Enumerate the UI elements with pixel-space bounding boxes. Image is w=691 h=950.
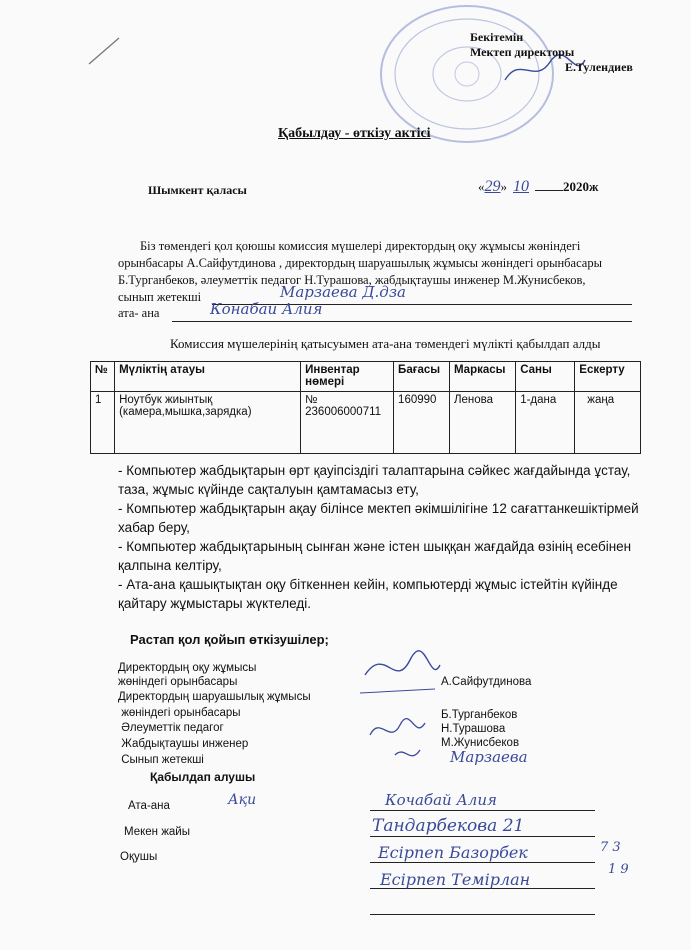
table-header-row <box>91 362 641 392</box>
assets-table <box>90 361 641 454</box>
signer-name: А.Сайфутдинова <box>441 676 532 688</box>
signer-name: М.Жунисбеков <box>441 737 520 749</box>
signer-role: Директордың шаруашылық жұмысы <box>118 691 311 703</box>
col-asset-name: Мүліктің атауы <box>115 362 301 392</box>
cell-asset-name: Ноутбук жиынтық (камера,мышка,зарядка) <box>115 392 301 454</box>
approval-line-2: Мектеп директоры <box>470 45 575 59</box>
col-price: Бағасы <box>394 362 450 392</box>
cell-quantity: 1-дана <box>516 392 575 454</box>
class-teacher-signature: Марзаева <box>450 748 528 766</box>
date-day: 29 <box>484 178 501 195</box>
receiver-student1-value: Есірпеп Базорбек <box>378 843 528 862</box>
date-close-quote: » <box>500 179 507 194</box>
parent-value: Конабаи Алия <box>210 300 323 318</box>
receiver-parent-label: Ата-ана <box>128 800 170 812</box>
date-open-quote: « <box>478 179 485 194</box>
approval-line-1: Бекітемін <box>470 30 524 44</box>
city-label: Шымкент қаласы <box>148 183 247 197</box>
receiver-student2-grade: 1 9 <box>608 862 629 877</box>
intro-paragraph: Біз төмендегі қол қоюшы комиссия мүшелері директордың оқу жұмысы жөніндегі орынбасары А.Сайфутдинова , директордың шаруашылық жұмысы жөніндегі орынбасары Б.Турганбеков, әлеуметтік педагог Н.Турашова, жабдықтаушы инженер М.Жунисбеков, <box>118 239 602 287</box>
cell-inventory-number: № 236006000711 <box>301 392 394 454</box>
signer-role: жөніндегі орынбасары <box>118 707 241 719</box>
receiver-student-label: Оқушы <box>120 851 158 863</box>
obligation-item: - Компьютер жабдықтарын өрт қауіпсіздігі талаптарына сәйкес жағдайында ұстау, таза, жұмыс күйінде сақталуын қамтамасыз ету, <box>118 463 631 497</box>
receivers-title: Қабылдап алушы <box>150 770 256 784</box>
receiver-address-label: Мекен жайы <box>124 826 190 838</box>
signer-role: Жабдықтаушы инженер <box>118 738 249 750</box>
cell-price: 160990 <box>394 392 450 454</box>
signer-role: Директордың оқу жұмысы <box>118 662 257 674</box>
class-teacher-label: сынып жетекші <box>118 290 202 304</box>
table-caption: Комиссия мүшелерінің қатысуымен ата-ана төмендегі мүлікті қабылдап алды <box>170 336 601 351</box>
obligation-item: - Компьютер жабдықтарының сынған және істен шыққан жағдайда өзінің есебінен қалпына келтіру, <box>118 539 632 573</box>
class-teacher-value: Марзаева Д.дза <box>280 283 406 301</box>
signer-name: Н.Турашова <box>441 723 506 735</box>
col-brand: Маркасы <box>449 362 515 392</box>
cell-number: 1 <box>91 392 115 454</box>
obligation-item: - Ата-ана қашықтықтан оқу біткеннен кейін, компьютерді жұмыс істейтін күйінде қайтару жұмыстары жүктеледі. <box>118 577 618 611</box>
receiver-student1-grade: 7 3 <box>600 840 621 855</box>
receiver-address-value: Тандарбекова 21 <box>372 816 525 836</box>
signer-role: жөніндегі орынбасары <box>118 676 238 688</box>
receiver-parent-signature: Ақи <box>228 792 257 808</box>
signer-role: Сынып жетекші <box>118 754 204 766</box>
approval-line-3: Е.Тулендиев <box>565 60 633 74</box>
pen-mark <box>85 32 125 72</box>
cell-brand: Ленова <box>449 392 515 454</box>
receiver-student2-value: Есірпеп Темірлан <box>380 870 531 889</box>
cell-note: жаңа <box>575 392 641 454</box>
signers-title: Растап қол қойып өткізушілер; <box>130 632 329 647</box>
parent-label: ата- ана <box>118 306 160 320</box>
signer-name: Б.Турганбеков <box>441 709 518 721</box>
obligation-item: - Компьютер жабдықтарын ақау білінсе мектеп әкімшілігіне 12 сағаттанкешіктірмей хабар беру, <box>118 501 639 535</box>
approval-block <box>470 30 633 75</box>
date-year: 2020ж <box>563 179 599 194</box>
obligations-list <box>118 462 658 614</box>
signature-scribbles <box>355 645 445 770</box>
document-title: Қабылдау - өткізу актісі <box>278 126 431 141</box>
col-inventory-number: Инвентар нөмері <box>301 362 394 392</box>
date <box>478 178 598 196</box>
receiver-parent-value: Кочабай Алия <box>385 791 497 809</box>
table-row <box>91 392 641 454</box>
col-note: Ескерту <box>575 362 641 392</box>
col-number: № <box>91 362 115 392</box>
col-quantity: Саны <box>516 362 575 392</box>
signer-role: Әлеуметтік педагог <box>118 722 224 734</box>
date-month: 10 <box>513 178 529 195</box>
